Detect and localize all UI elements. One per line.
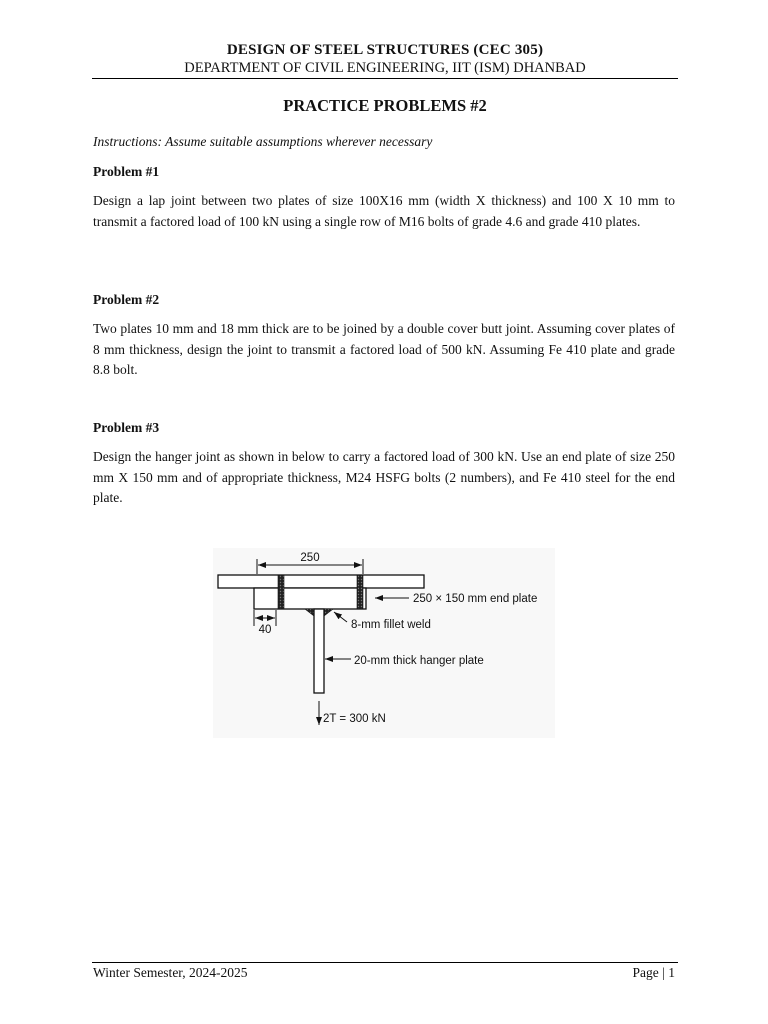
footer-semester: Winter Semester, 2024-2025	[93, 965, 248, 980]
bolt-right	[357, 575, 363, 609]
dim-40-label: 40	[258, 624, 272, 636]
problem-1-title: Problem #1	[93, 164, 160, 179]
problem-3-text: Design the hanger joint as shown in below to carry a factored load of 300 kN. Use an end plate of size 250 mm X 150 mm and of appropriate thickness, M24 HSFG bolts (2 numbers), and Fe 410 steel for the end plate.	[93, 449, 675, 505]
hanger-plate-label: 20-mm thick hanger plate	[354, 655, 484, 667]
hanger-plate	[314, 609, 324, 693]
fillet-weld-right	[324, 609, 333, 616]
bolt-left	[278, 575, 284, 609]
footer-divider	[92, 962, 678, 963]
flange	[218, 575, 424, 588]
end-plate-label: 250 × 150 mm end plate	[413, 593, 538, 605]
header-divider	[92, 78, 678, 79]
fillet-weld-left	[305, 609, 314, 616]
load-label: 2T = 300 kN	[323, 713, 386, 725]
end-plate	[254, 588, 366, 609]
hanger-joint-figure	[213, 548, 555, 738]
problem-2-title: Problem #2	[93, 292, 160, 307]
page-title: PRACTICE PROBLEMS #2	[283, 96, 487, 115]
hanger-joint-diagram	[213, 548, 555, 738]
footer-page-number: Page | 1	[632, 965, 675, 980]
document-header	[92, 42, 678, 77]
weld-leader	[334, 612, 347, 622]
problem-3-title: Problem #3	[93, 420, 160, 435]
dim-250-label: 250	[300, 552, 320, 564]
department-name: DEPARTMENT OF CIVIL ENGINEERING, IIT (ISM) DHANBAD	[184, 60, 586, 76]
course-title: DESIGN OF STEEL STRUCTURES (CEC 305)	[226, 42, 544, 58]
weld-label: 8-mm fillet weld	[351, 619, 431, 631]
problem-1-text: Design a lap joint between two plates of size 100X16 mm (width X thickness) and 100 X 10 mm to transmit a factored load of 100 kN using a single row of M16 bolts of grade 4.6 and grade 410 plates.	[93, 193, 675, 229]
instructions: Instructions: Assume suitable assumptions wherever necessary	[93, 134, 433, 149]
problem-2-text: Two plates 10 mm and 18 mm thick are to be joined by a double cover butt joint. Assuming cover plates of 8 mm thickness, design the joint to transmit a factored load of 500 kN. Assuming Fe 410 plate and grade 8.8 bolt.	[93, 321, 675, 377]
